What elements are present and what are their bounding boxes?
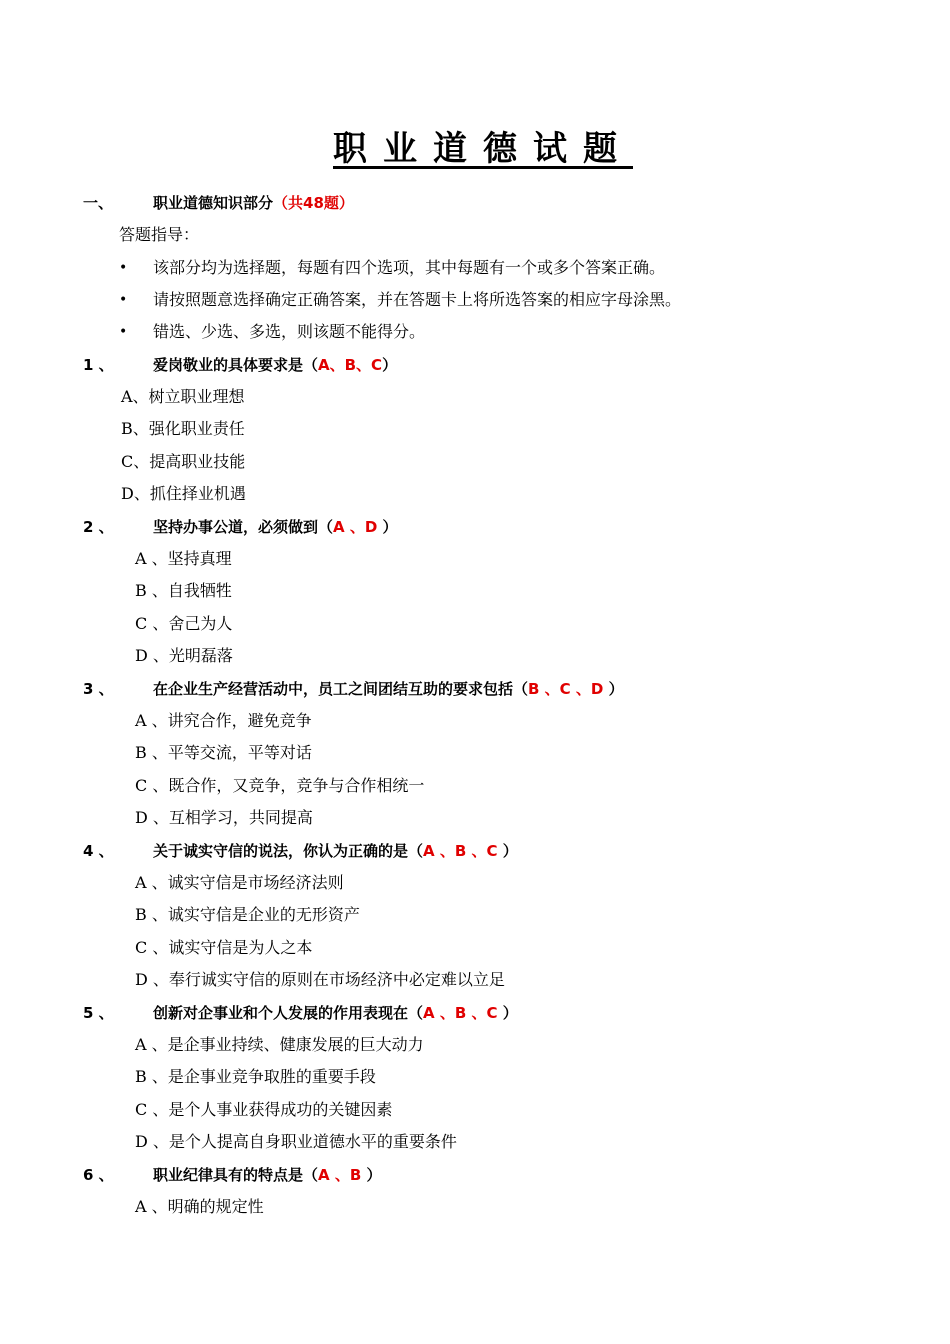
- question-number: 5 、: [83, 1004, 114, 1022]
- question-text: 坚持办事公道，必须做到（A 、D ）: [153, 518, 398, 536]
- answer-key: A 、B 、C: [423, 842, 498, 860]
- question-text: 在企业生产经营活动中，员工之间团结互助的要求包括（B 、C 、D ）: [153, 680, 624, 698]
- question-number: 2 、: [83, 518, 114, 536]
- answer-key: A 、D: [333, 518, 378, 536]
- guide-heading: 答题指导：: [119, 225, 200, 244]
- page-title: 职业道德试题: [333, 129, 633, 169]
- question-text: 职业纪律具有的特点是（A 、B ）: [153, 1166, 382, 1184]
- question-text: 关于诚实守信的说法，你认为正确的是（A 、B 、C ）: [153, 842, 518, 860]
- question-number: 1 、: [83, 356, 114, 374]
- answer-key: A 、B: [318, 1166, 362, 1184]
- bullet-icon: •: [119, 292, 128, 308]
- bullet-icon: •: [119, 260, 128, 276]
- section-title: 职业道德知识部分（共48题）: [153, 194, 354, 212]
- section-count: （共48题）: [273, 194, 354, 212]
- answer-key: A 、B 、C: [423, 1004, 498, 1022]
- question-text: 创新对企事业和个人发展的作用表现在（A 、B 、C ）: [153, 1004, 518, 1022]
- answer-key: A、B、C: [318, 356, 383, 374]
- question-number: 3 、: [83, 680, 114, 698]
- bullet-icon: •: [119, 324, 128, 340]
- answer-key: B 、C 、D: [528, 680, 604, 698]
- question-text: 爱岗敬业的具体要求是（A、B、C）: [153, 356, 398, 374]
- question-number: 6 、: [83, 1166, 114, 1184]
- section-number: 一、: [83, 194, 114, 212]
- question-number: 4 、: [83, 842, 114, 860]
